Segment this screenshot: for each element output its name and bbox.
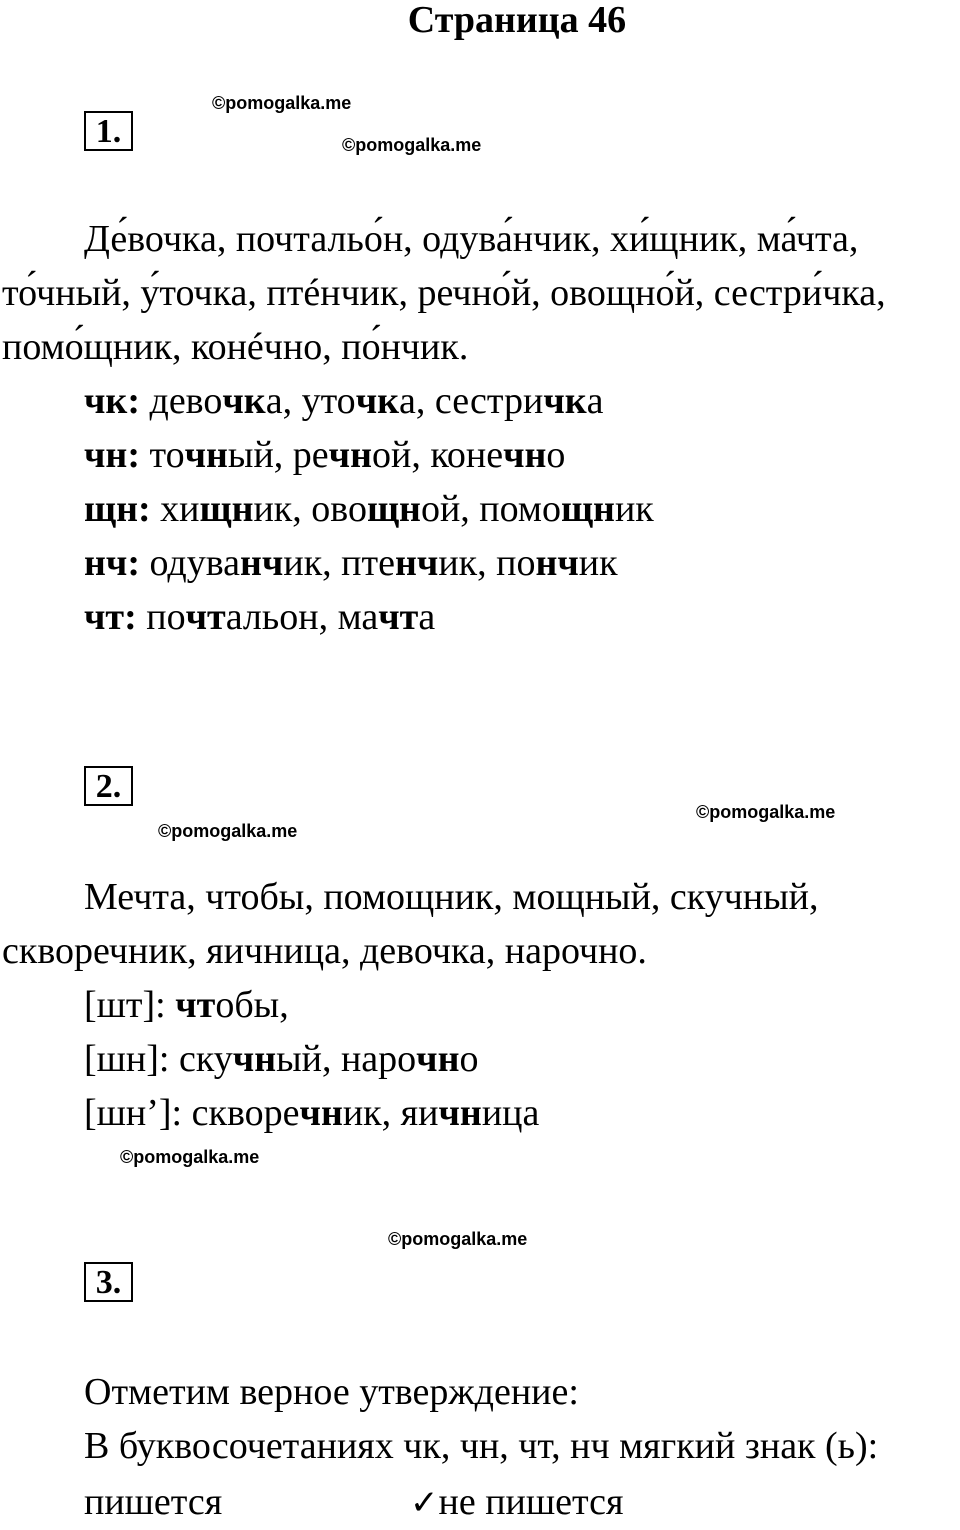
task-2-group-shn: [шн]: скучный, нарочно (84, 1038, 479, 1080)
watermark: ©pomogalka.me (212, 93, 352, 113)
group-label: [шт]: (84, 984, 166, 1026)
group-label: чк: (84, 380, 140, 422)
watermark: ©pomogalka.me (158, 821, 298, 841)
watermark: ©pomogalka.me (388, 1229, 528, 1249)
task-2-intro-line: скворечник, яичница, девочка, нарочно. (2, 930, 647, 972)
task-3-number: 3. (84, 1262, 133, 1302)
group-label: щн: (84, 488, 151, 530)
task-2-group-sht: [шт]: чтобы, (84, 984, 289, 1026)
watermark: ©pomogalka.me (120, 1147, 260, 1167)
task-1-group-shchn: щн: хищник, овощной, помощник (84, 488, 654, 530)
page-title: Страница 46 (407, 0, 627, 41)
task-2-number: 2. (84, 766, 133, 806)
task-1-intro-line: Де́вочка, почтальо́н, одува́нчик, хи́щник, ма́чта, (84, 218, 859, 260)
task-1-number: 1. (84, 111, 133, 151)
task-1-group-chn: чн: точный, речной, конечно (84, 434, 566, 476)
group-label: нч: (84, 542, 140, 584)
task-3-option-b: ✓не пишется (410, 1481, 624, 1523)
watermark: ©pomogalka.me (342, 135, 482, 155)
task-2-group-shn-soft: [шн’]: скворечник, яичница (84, 1092, 540, 1134)
task-1-group-cht: чт: почтальон, мачта (84, 596, 436, 638)
task-3-line: В буквосочетаниях чк, чн, чт, нч мягкий знак (ь): (84, 1425, 879, 1467)
task-1-intro-line: то́чный, у́точка, птéнчик, речно́й, овощно́й, сестри́чка, (2, 272, 886, 314)
group-label: чт: (84, 596, 137, 638)
task-1-group-chk: чк: девочка, уточка, сестричка (84, 380, 604, 422)
group-label: чн: (84, 434, 140, 476)
task-1-group-nch: нч: одуванчик, птенчик, пончик (84, 542, 618, 584)
task-1-intro-line: помо́щник, конéчно, по́нчик. (2, 326, 469, 368)
task-3-option-a: пишется (84, 1481, 223, 1523)
group-label: [шн’]: (84, 1092, 183, 1134)
check-mark-icon: ✓ (410, 1483, 439, 1523)
watermark: ©pomogalka.me (696, 802, 836, 822)
group-label: [шн]: (84, 1038, 170, 1080)
task-2-intro-line: Мечта, чтобы, помощник, мощный, скучный, (84, 876, 819, 918)
task-3-line: Отметим верное утверждение: (84, 1371, 579, 1413)
